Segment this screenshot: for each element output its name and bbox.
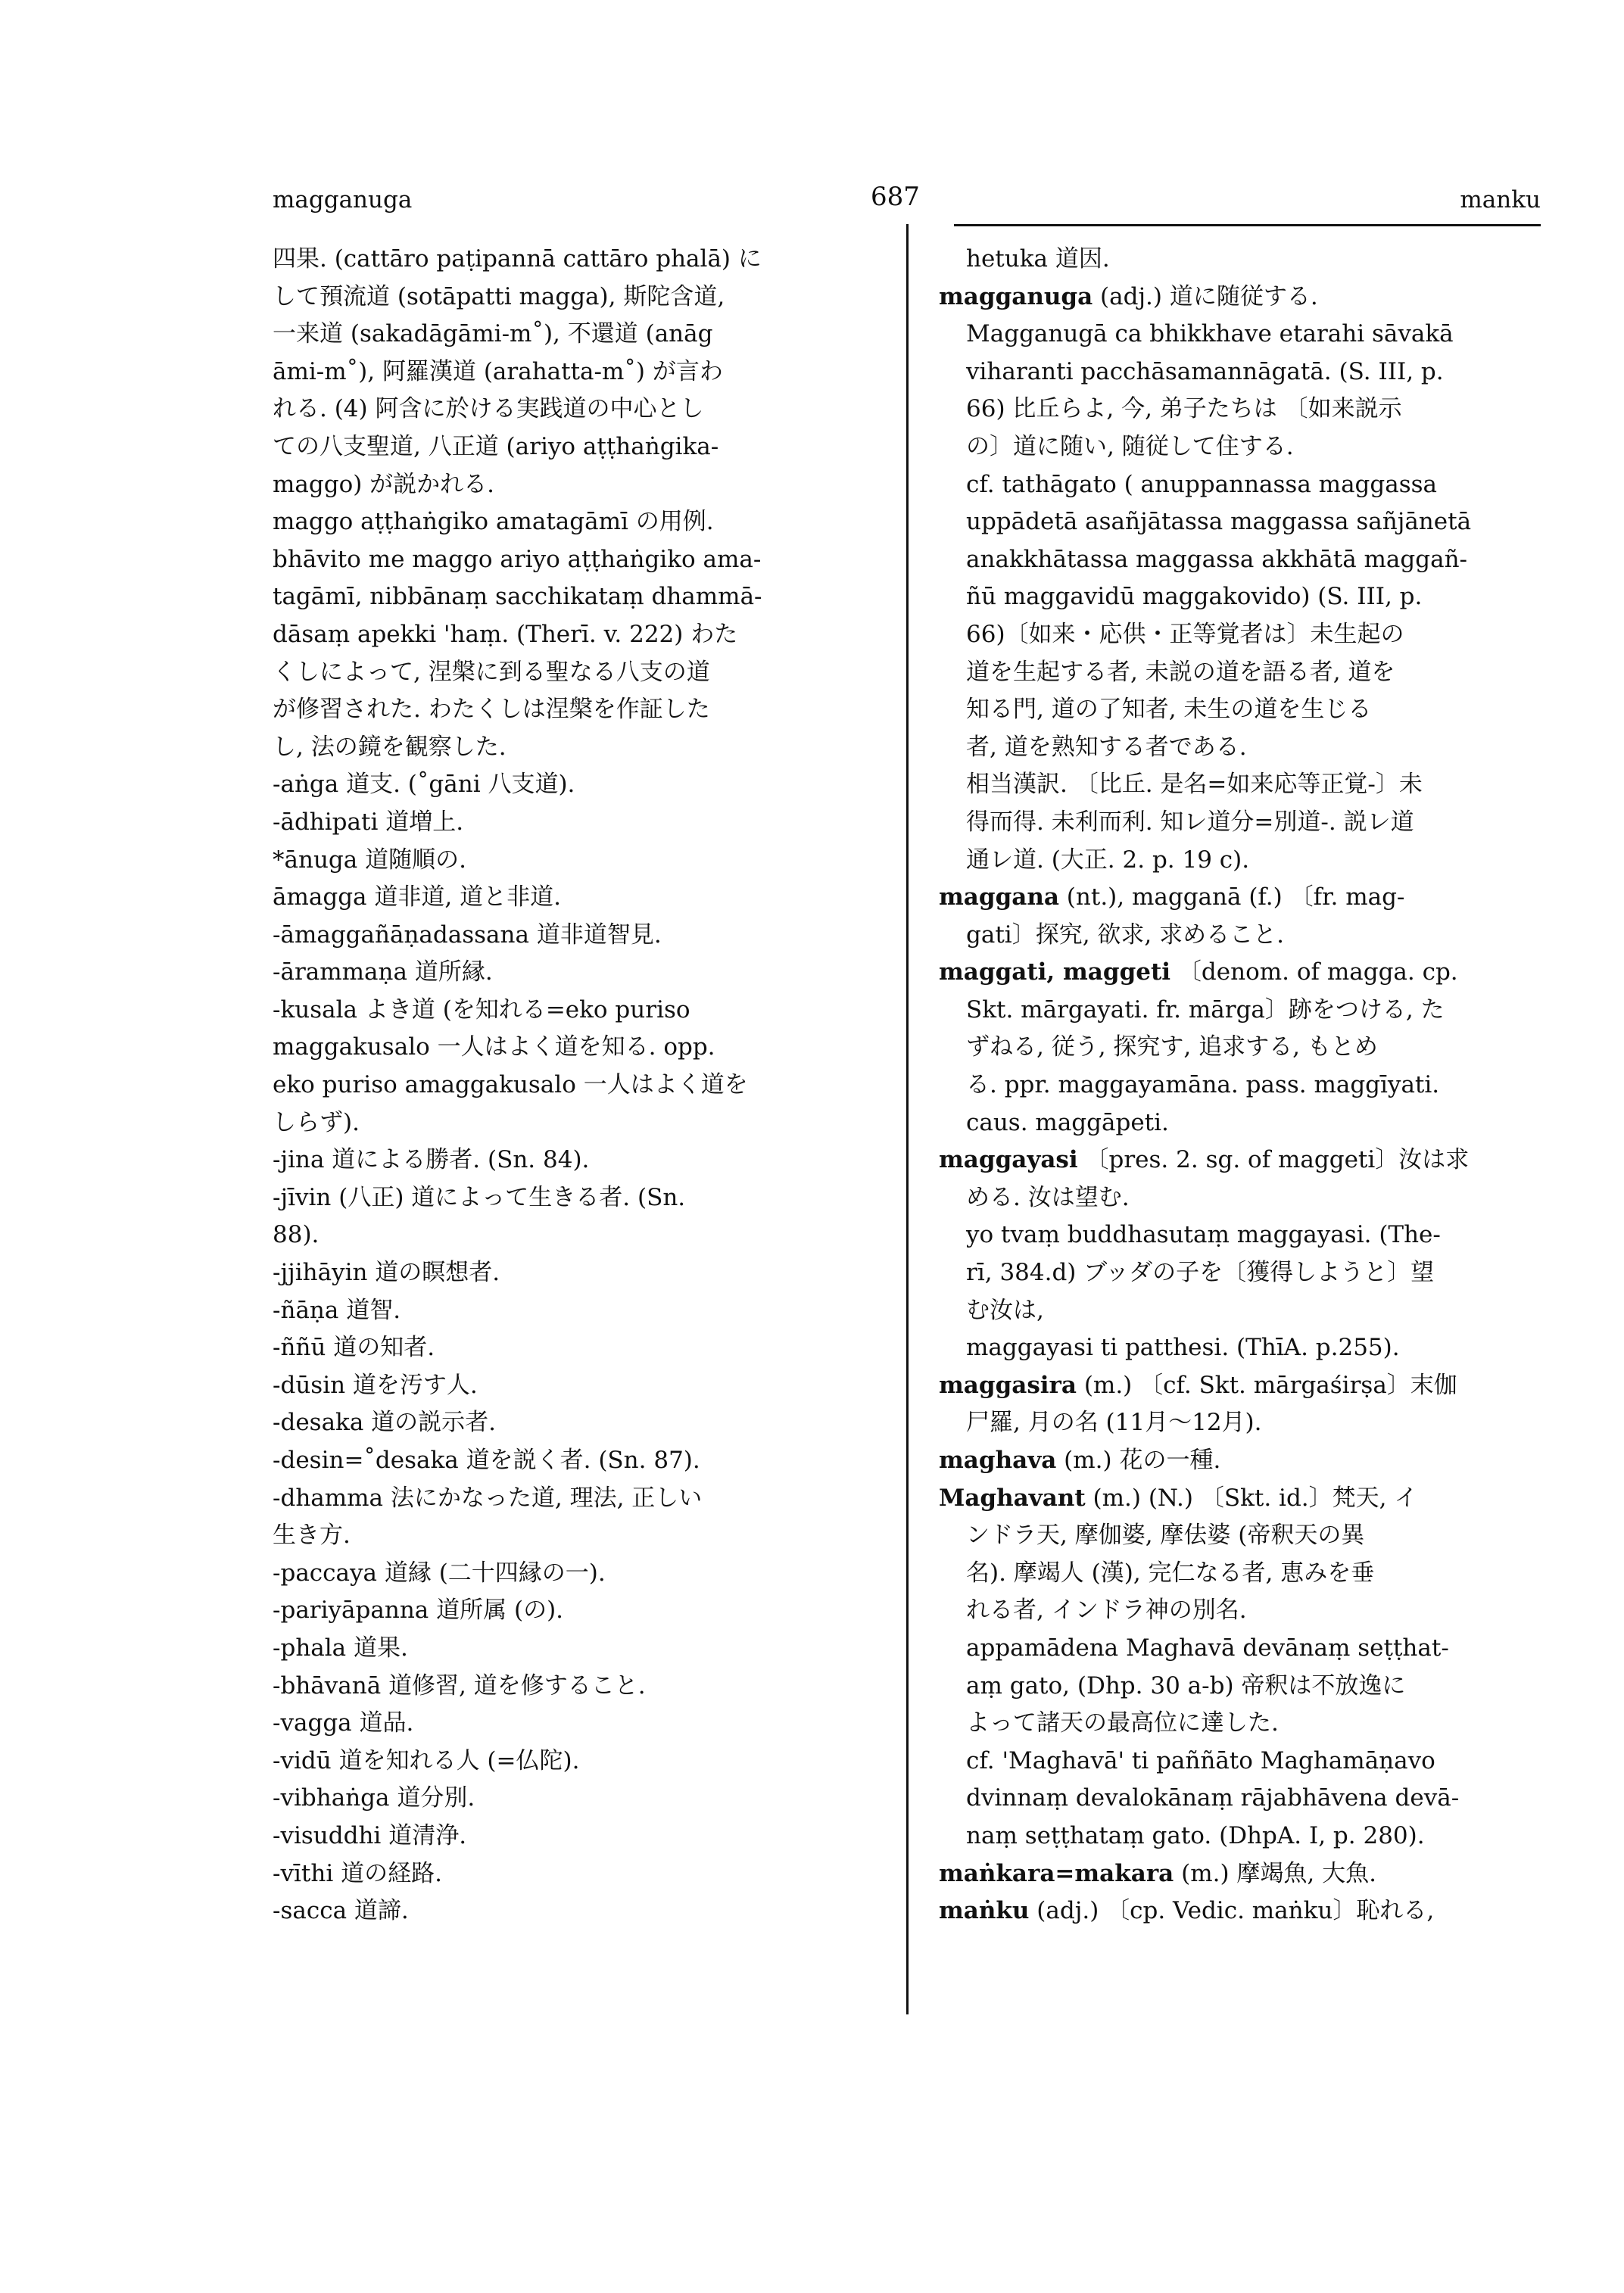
text-line: る. ppr. maggayamāna. pass. maggīyati. <box>966 1071 1440 1099</box>
text-line: dāsaṃ apekki 'haṃ. (Therī. v. 222) わた <box>273 620 738 648</box>
column-divider <box>906 224 909 2014</box>
text-line: -ññū 道の知者. <box>273 1334 435 1362</box>
page-number: 687 <box>871 182 920 212</box>
entry-text: (m.) (N.) 〔Skt. id.〕梵天, イ <box>1085 1484 1418 1512</box>
text-line: 生き方. <box>273 1522 351 1550</box>
text-line: が修習された. わたくしは涅槃を作証した <box>273 696 710 724</box>
text-line: eko puriso amaggakusalo 一人はよく道を <box>273 1071 748 1099</box>
text-line <box>939 1142 1541 1179</box>
text-line: ンドラ天, 摩伽婆, 摩佉婆 (帝釈天の異 <box>966 1522 1365 1550</box>
left-column <box>273 241 887 1930</box>
text-line: maggo) が説かれる. <box>273 470 495 498</box>
right-column <box>939 241 1541 1930</box>
text-line: -bhāvanā 道修習, 道を修すること. <box>273 1671 646 1699</box>
text-line: 者, 道を熟知する者である. <box>966 733 1247 761</box>
text-line: -pariyāpanna 道所属 (の). <box>273 1597 564 1625</box>
text-line: maggakusalo 一人はよく道を知る. opp. <box>273 1033 715 1061</box>
headword: maṅkara=makara <box>939 1859 1174 1887</box>
entry-text: (m.) 摩竭魚, 大魚. <box>1174 1859 1376 1887</box>
text-line <box>939 1855 1541 1893</box>
headword: maggasira <box>939 1371 1077 1399</box>
text-line <box>939 1367 1541 1405</box>
text-line: rī, 384.d) ブッダの子を〔獲得しようと〕望 <box>966 1259 1435 1287</box>
text-line: -kusala よき道 (を知れる=eko puriso <box>273 995 690 1023</box>
text-line: 通レ道. (大正. 2. p. 19 c). <box>966 846 1250 874</box>
text-line: れる. (4) 阿含に於ける実践道の中心とし <box>273 395 704 423</box>
text-line: -dhamma 法にかなった道, 理法, 正しい <box>273 1484 703 1512</box>
text-line: 尸羅, 月の名 (11月〜12月). <box>966 1409 1262 1437</box>
headword: maggana <box>939 883 1059 911</box>
text-line: naṃ seṭṭhataṃ gato. (DhpA. I, p. 280). <box>966 1821 1425 1849</box>
text-line: して預流道 (sotāpatti magga), 斯陀含道, <box>273 282 725 310</box>
entry-text: (nt.), magganā (f.) 〔fr. mag- <box>1058 883 1405 911</box>
text-line: -desaka 道の説示者. <box>273 1409 497 1437</box>
text-line: の〕道に随い, 随従して住する. <box>966 432 1294 460</box>
text-line: maggayasi ti patthesi. (ThīA. p.255). <box>966 1334 1400 1362</box>
text-line: aṃ gato, (Dhp. 30 a-b) 帝釈は不放逸に <box>966 1671 1406 1699</box>
text-line: -āmaggañāṇadassana 道非道智見. <box>273 921 662 949</box>
headword: magganuga <box>939 282 1093 310</box>
text-line: -vagga 道品. <box>273 1709 414 1737</box>
headword: Maghavant <box>939 1484 1086 1512</box>
text-line: よって諸天の最高位に達した. <box>966 1709 1279 1737</box>
text-line: ずねる, 従う, 探究す, 追求する, もとめ <box>966 1033 1378 1061</box>
text-line: ての八支聖道, 八正道 (ariyo aṭṭhaṅgika- <box>273 432 719 460</box>
text-line: -ādhipati 道増上. <box>273 808 464 836</box>
text-line: 道を生起する者, 未説の道を語る者, 道を <box>966 658 1395 686</box>
text-line: める. 汝は望む. <box>966 1183 1130 1211</box>
text-line: dvinnaṃ devalokānaṃ rājabhāvena devā- <box>966 1784 1460 1812</box>
text-line: gati〕探究, 欲求, 求めること. <box>966 921 1284 949</box>
text-line: āmi-m˚), 阿羅漢道 (arahatta-m˚) が言わ <box>273 357 723 385</box>
text-line: しらず). <box>273 1108 360 1136</box>
text-line: -sacca 道諦. <box>273 1897 409 1925</box>
text-line: -dūsin 道を汚す人. <box>273 1371 478 1399</box>
text-line: 得而得. 未利而利. 知レ道分=別道-. 説レ道 <box>966 808 1414 836</box>
entry-text: 〔denom. of magga. cp. <box>1170 958 1458 986</box>
text-line: appamādena Maghavā devānaṃ seṭṭhat- <box>966 1634 1449 1662</box>
text-line: āmagga 道非道, 道と非道. <box>273 883 561 911</box>
text-line: Magganugā ca bhikkhave etarahi sāvakā <box>966 320 1454 348</box>
text-line: maggo aṭṭhaṅgiko amatagāmī の用例. <box>273 508 714 536</box>
text-line: -desin=˚desaka 道を説く者. (Sn. 87). <box>273 1447 700 1474</box>
entry-text: (adj.) 道に随従する. <box>1093 282 1318 310</box>
text-line: -ñāṇa 道智. <box>273 1296 401 1324</box>
text-line: れる者, インドラ神の別名. <box>966 1597 1247 1625</box>
text-line: くしによって, 涅槃に到る聖なる八支の道 <box>273 658 710 686</box>
text-line: -phala 道果. <box>273 1634 408 1662</box>
text-line <box>939 954 1541 992</box>
text-line: ñū maggavidū maggakovido) (S. III, p. <box>966 583 1423 611</box>
text-line <box>939 1893 1541 1930</box>
headword: maggati, maggeti <box>939 958 1171 986</box>
text-line: -aṅga 道支. (˚gāni 八支道). <box>273 771 575 799</box>
text-line: -jina 道による勝者. (Sn. 84). <box>273 1146 590 1174</box>
text-line: -paccaya 道縁 (二十四縁の一). <box>273 1559 606 1587</box>
text-line: -vīthi 道の経路. <box>273 1859 442 1887</box>
text-line: tagāmī, nibbānaṃ sacchikataṃ dhammā- <box>273 583 762 611</box>
text-line: -jīvin (八正) 道によって生きる者. (Sn. <box>273 1183 686 1211</box>
header-right-guideword: manku <box>1460 186 1541 213</box>
text-line: 四果. (cattāro paṭipannā cattāro phalā) に <box>273 245 762 273</box>
text-line: し, 法の鏡を観察した. <box>273 733 507 761</box>
text-line: hetuka 道因. <box>966 245 1110 273</box>
text-line: 知る門, 道の了知者, 未生の道を生じる <box>966 696 1372 724</box>
page-header <box>273 182 1541 221</box>
text-line: 66)〔如来・応供・正等覚者は〕未生起の <box>966 620 1404 648</box>
text-line: cf. tathāgato ( anuppannassa maggassa <box>966 470 1438 498</box>
text-line: 名). 摩竭人 (漢), 完仁なる者, 恵みを垂 <box>966 1559 1375 1587</box>
text-line: -jjihāyin 道の瞑想者. <box>273 1259 500 1287</box>
text-line <box>939 279 1541 316</box>
text-line: 一来道 (sakadāgāmi-m˚), 不還道 (anāg <box>273 320 713 348</box>
text-line: 66) 比丘らよ, 今, 弟子たちは 〔如来説示 <box>966 395 1402 423</box>
text-line: *ānuga 道随順の. <box>273 846 466 874</box>
entry-text: (m.) 花の一種. <box>1056 1447 1221 1474</box>
headword: maggayasi <box>939 1146 1078 1174</box>
text-line: -visuddhi 道清浄. <box>273 1821 467 1849</box>
text-line <box>939 1442 1541 1480</box>
text-line: viharanti pacchāsamannāgatā. (S. III, p. <box>966 357 1444 385</box>
entry-text: (m.) 〔cf. Skt. mārgaśirṣa〕末伽 <box>1076 1371 1457 1399</box>
text-line: 88). <box>273 1221 320 1249</box>
header-left-guideword: magganuga <box>273 186 413 213</box>
headword: maṅku <box>939 1897 1030 1925</box>
text-line: bhāvito me maggo ariyo aṭṭhaṅgiko ama- <box>273 545 762 573</box>
text-line: む汝は, <box>966 1296 1044 1324</box>
text-line: uppādetā asañjātassa maggassa sañjānetā <box>966 508 1472 536</box>
text-line: Skt. mārgayati. fr. mārga〕跡をつける, た <box>966 995 1445 1023</box>
text-line: yo tvaṃ buddhasutaṃ maggayasi. (The- <box>966 1221 1441 1249</box>
entry-text: (adj.) 〔cp. Vedic. maṅku〕恥れる, <box>1029 1897 1435 1925</box>
text-line: cf. 'Maghavā' ti paññāto Maghamāṇavo <box>966 1746 1435 1774</box>
text-line: -vibhaṅga 道分別. <box>273 1784 475 1812</box>
text-line: caus. maggāpeti. <box>966 1108 1169 1136</box>
headword: maghava <box>939 1447 1057 1474</box>
header-rule <box>954 224 1541 226</box>
entry-text: 〔pres. 2. sg. of maggeti〕汝は求 <box>1077 1146 1470 1174</box>
text-line: 相当漢訳. 〔比丘. 是名=如来応等正覚-〕未 <box>966 771 1423 799</box>
text-line <box>939 879 1541 917</box>
text-line: -ārammaṇa 道所縁. <box>273 958 493 986</box>
text-line: anakkhātassa maggassa akkhātā maggañ- <box>966 545 1468 573</box>
text-line <box>939 1480 1541 1518</box>
text-line: -vidū 道を知れる人 (=仏陀). <box>273 1746 580 1774</box>
